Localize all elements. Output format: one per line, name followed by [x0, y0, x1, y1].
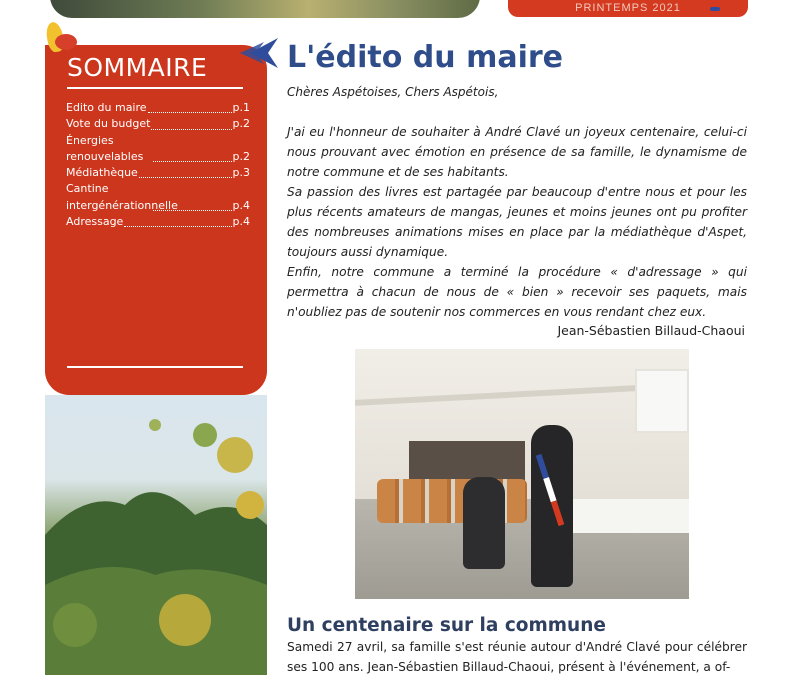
toc-leader-dots	[153, 210, 232, 211]
forest-hills-illustration	[45, 395, 267, 675]
edito-paragraph: J'ai eu l'honneur de souhaiter à André Clavé un joyeux centenaire, celui-ci nous prouvant avec émotion en présence de sa famille, le dynamisme de notre commune et de ses habitants.	[287, 125, 747, 179]
article-body: Samedi 27 avril, sa famille s'est réunie autour d'André Clavé pour célébrer ses 100 ans. Jean-Sébastien Billaud-Chaoui, présent à l'événement, a of-	[287, 640, 747, 674]
photo-window	[635, 369, 689, 433]
toc-leader-dots	[124, 226, 231, 227]
toc-entry-mediatheque[interactable]	[66, 165, 250, 181]
toc-leader-dots	[151, 129, 231, 130]
edito-title: L'édito du maire	[287, 40, 564, 75]
edito-body	[287, 122, 747, 322]
edito-greeting: Chères Aspétoises, Chers Aspétois,	[287, 85, 499, 99]
toc-entry-page: p.3	[232, 166, 250, 180]
bottom-divider	[67, 366, 243, 368]
season-label: PRINTEMPS 2021	[575, 2, 681, 14]
toc-entry-page: p.1	[232, 101, 250, 114]
toc-entry-energies[interactable]	[66, 133, 250, 166]
photo-table	[569, 499, 689, 533]
toc-entry-name: Médiathèque	[66, 166, 138, 180]
header-landscape-photo	[50, 0, 480, 18]
toc-entry-name: Edito du maire	[66, 101, 147, 114]
toc-leader-dots	[139, 177, 232, 178]
toc-entry-page: p.4	[232, 198, 250, 212]
season-decoration-icon	[710, 7, 720, 11]
photo-seated-person	[463, 477, 505, 569]
toc-entry-budget[interactable]	[66, 116, 250, 132]
forest-hills-photo	[45, 395, 267, 675]
title-divider	[67, 87, 243, 89]
toc-leader-dots	[153, 161, 232, 162]
edito-paragraph: Sa passion des livres est partagée par beaucoup d'entre nous et pour les plus récents amateurs de mangas, jeunes et moins jeunes ont pu profiter des nombreuses animations mises en place par la médiathèque d'Aspet, toujours aussi dynamique.	[287, 185, 747, 259]
toc-entry-name: Adressage	[66, 215, 124, 229]
sommaire-title: SOMMAIRE	[67, 53, 208, 82]
toc-entry-name: Énergies renouvelables	[66, 133, 144, 163]
toc-entry-page: p.2	[232, 117, 250, 131]
table-of-contents	[66, 100, 250, 230]
article-title: Un centenaire sur la commune	[287, 615, 606, 636]
sidebar	[45, 45, 267, 675]
toc-leader-dots	[148, 112, 232, 113]
toc-entry-adressage[interactable]	[66, 214, 250, 230]
berry-decoration-icon	[55, 34, 77, 50]
toc-entry-edito[interactable]	[66, 100, 250, 116]
toc-entry-name: Cantine intergénérationnelle	[66, 182, 178, 212]
mayor-signature: Jean-Sébastien Billaud-Chaoui	[557, 323, 745, 338]
toc-entry-page: p.2	[232, 149, 250, 163]
season-tab	[508, 0, 748, 17]
sommaire-box	[45, 45, 267, 395]
edito-paragraph: Enfin, notre commune a terminé la procédure « d'adressage » qui permettra à chacun de nous de « bien » recevoir ses paquets, mais n'oubliez pas de soutenir nos commerces en vous rendant chez eux.	[287, 265, 747, 319]
toc-entry-name: Vote du budget	[66, 117, 151, 131]
toc-entry-cantine[interactable]	[66, 181, 250, 214]
chevron-left-icon	[240, 38, 278, 68]
centenarian-photo	[355, 349, 689, 599]
toc-entry-page: p.4	[232, 215, 250, 229]
